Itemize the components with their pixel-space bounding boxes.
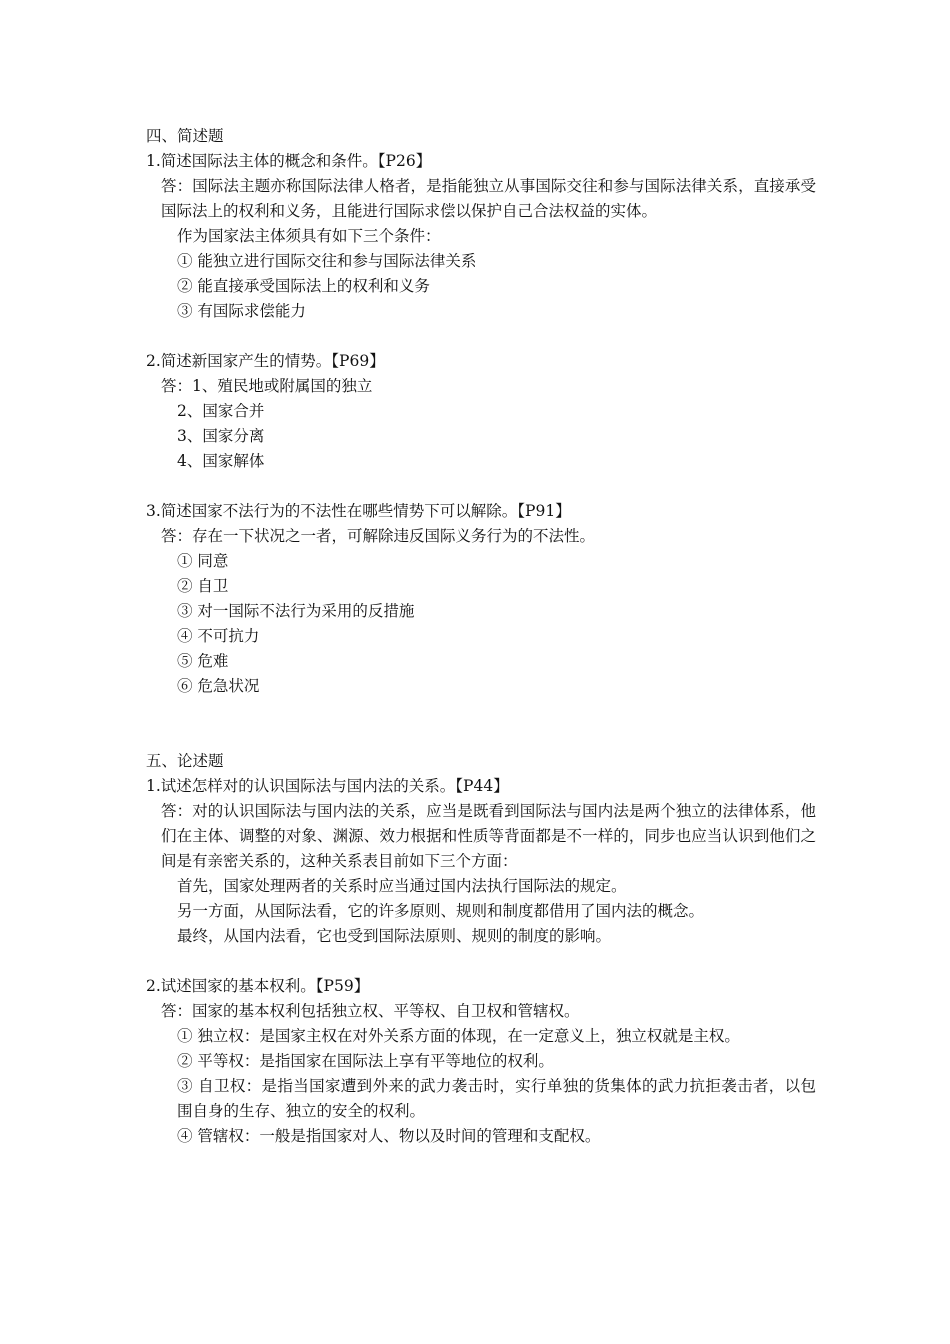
section-title: 四、简述题	[146, 127, 224, 145]
list-item: ③ 自卫权：是指当国家遭到外来的武力袭击时，实行单独的货集体的武力抗拒袭击者，以包围自身的生存、独立的安全的权利。	[177, 1077, 816, 1120]
answer-point: 另一方面，从国际法看，它的许多原则、规则和制度都借用了国内法的概念。	[177, 902, 705, 920]
answer-intro: 作为国家法主体须具有如下三个条件：	[177, 227, 441, 245]
list-item: ③ 对一国际不法行为采用的反措施	[177, 602, 415, 620]
answer-point: 最终，从国内法看，它也受到国际法原则、规则的制度的影响。	[177, 927, 612, 945]
question-heading: 1.简述国际法主体的概念和条件。【P26】	[146, 152, 432, 170]
list-item: ⑤ 危难	[177, 652, 229, 670]
list-item: ① 同意	[177, 552, 229, 570]
list-item: ③ 有国际求偿能力	[177, 302, 306, 320]
list-item: ② 能直接承受国际法上的权利和义务	[177, 277, 430, 295]
question-heading: 3.简述国家不法行为的不法性在哪些情势下可以解除。【P91】	[146, 502, 571, 520]
answer-point: 首先，国家处理两者的关系时应当通过国内法执行国际法的规定。	[177, 877, 627, 895]
question-heading: 2.试述国家的基本权利。【P59】	[146, 977, 370, 995]
spacer	[146, 699, 816, 749]
list-item: ⑥ 危急状况	[177, 677, 260, 695]
spacer	[146, 949, 816, 974]
list-item: 3、国家分离	[177, 427, 265, 445]
list-item: 4、国家解体	[177, 452, 265, 470]
list-item: ④ 管辖权：一般是指国家对人、物以及时间的管理和支配权。	[177, 1127, 601, 1145]
spacer	[146, 474, 816, 499]
section-title: 五、论述题	[146, 752, 224, 770]
list-item: ④ 不可抗力	[177, 627, 260, 645]
spacer	[146, 324, 816, 349]
answer-paragraph: 答：存在一下状况之一者，可解除违反国际义务行为的不法性。	[161, 527, 596, 545]
list-item: ② 平等权：是指国家在国际法上享有平等地位的权利。	[177, 1052, 554, 1070]
question-heading: 2.简述新国家产生的情势。【P69】	[146, 352, 385, 370]
answer-paragraph: 答：1、殖民地或附属国的独立	[161, 377, 373, 395]
list-item: ② 自卫	[177, 577, 229, 595]
list-item: ① 能独立进行国际交往和参与国际法律关系	[177, 252, 477, 270]
answer-paragraph: 答：国家的基本权利包括独立权、平等权、自卫权和管辖权。	[161, 1002, 580, 1020]
document-page	[146, 124, 816, 1149]
answer-paragraph: 答：对的认识国际法与国内法的关系，应当是既看到国际法与国内法是两个独立的法律体系，他们在主体、调整的对象、渊源、效力根据和性质等背面都是不一样的，同步也应当认识到他们之间是有亲密关系的，这种关系表目前如下三个方面：	[161, 802, 816, 870]
list-item: ① 独立权：是国家主权在对外关系方面的体现，在一定意义上，独立权就是主权。	[177, 1027, 740, 1045]
question-heading: 1.试述怎样对的认识国际法与国内法的关系。【P44】	[146, 777, 509, 795]
answer-paragraph: 答：国际法主题亦称国际法律人格者，是指能独立从事国际交往和参与国际法律关系，直接承受国际法上的权利和义务，且能进行国际求偿以保护自己合法权益的实体。	[161, 177, 816, 220]
list-item: 2、国家合并	[177, 402, 265, 420]
